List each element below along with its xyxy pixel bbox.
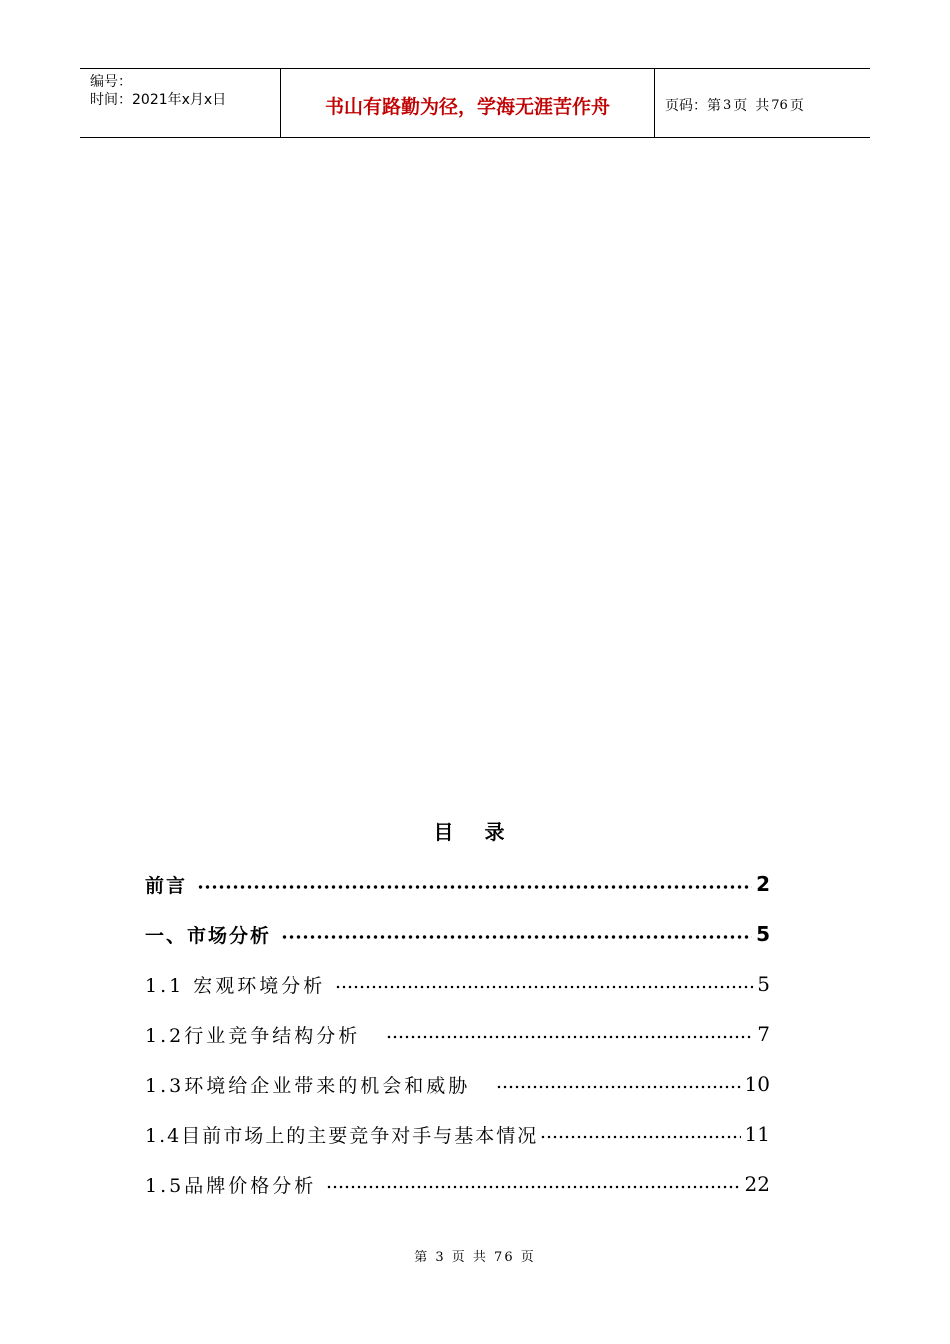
page-current: 3 (723, 97, 732, 113)
toc-entry-label: 前言 (145, 874, 188, 897)
toc-entry[interactable] (145, 864, 770, 904)
page-total-prefix: 共 (755, 98, 770, 114)
toc-entry-label: 一、市场分析 (145, 924, 272, 947)
toc-leader-dots (496, 1081, 740, 1093)
toc-entry-label: 1.3环境给企业带来的机会和威胁 (145, 1074, 471, 1097)
toc-entry-label: 1.5品牌价格分析 (145, 1174, 317, 1197)
page-mid: 页 (733, 98, 748, 114)
toc-entry[interactable] (145, 1064, 770, 1104)
toc-entry-page: 7 (757, 1022, 770, 1046)
toc-entry-page: 11 (744, 1122, 770, 1146)
header-meta-cell (80, 69, 281, 137)
page-total: 76 (771, 97, 788, 113)
header-motto: 书山有路勤为径，学海无涯苦作舟 (281, 69, 655, 137)
toc-entry-page: 22 (744, 1172, 770, 1196)
toc-title: 目 录 (433, 820, 517, 844)
toc-entry[interactable] (145, 1164, 770, 1204)
toc-leader-dots (335, 981, 753, 993)
toc-entry[interactable] (145, 964, 770, 1004)
toc-entry-label: 1.4目前市场上的主要竞争对手与基本情况 (145, 1124, 539, 1147)
toc-leader-dots (281, 931, 752, 943)
toc-entry-label: 1.1 宏观环境分析 (145, 974, 326, 997)
toc-entry-page: 2 (756, 872, 770, 896)
serial-label: 编号： (90, 74, 132, 90)
header-page-info (655, 69, 870, 137)
toc-leader-dots (386, 1031, 753, 1043)
page-footer: 第 3 页 共 76 页 (414, 1250, 536, 1265)
toc-entry-page: 10 (744, 1072, 770, 1096)
date-label: 时间：2021年x月x日 (90, 92, 227, 108)
toc-leader-dots (197, 881, 752, 893)
page-suffix: 页 (789, 98, 804, 114)
toc-entry[interactable] (145, 1014, 770, 1054)
toc-leader-dots (326, 1181, 740, 1193)
toc-leader-dots (540, 1131, 740, 1143)
page-header (80, 68, 870, 138)
toc-entry-page: 5 (757, 972, 770, 996)
toc-entry[interactable] (145, 914, 770, 954)
toc-entry-page: 5 (756, 922, 770, 946)
toc-entry[interactable] (145, 1114, 770, 1154)
page-prefix: 页码：第 (665, 98, 721, 114)
toc-entry-label: 1.2行业竞争结构分析 (145, 1024, 361, 1047)
